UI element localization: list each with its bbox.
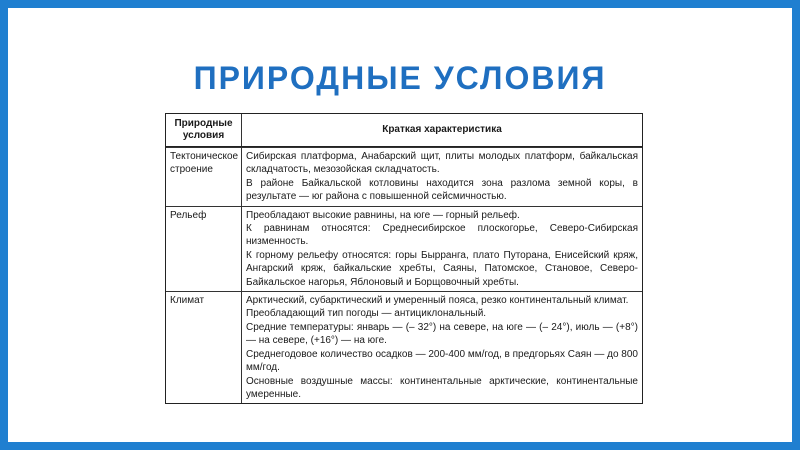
description-line: К равнинам относятся: Среднесибирское плоскогорье, Северо-Сибирская низменность.	[246, 223, 638, 248]
description-line: Арктический, субарктический и умеренный пояса, резко континентальный климат.	[246, 295, 629, 307]
row-description-climate	[242, 292, 642, 403]
description-line: Сибирская платформа, Анабарский щит, плиты молодых платформ, байкальская складчатость, мезозойская складчатость.	[246, 151, 638, 176]
description-line: Основные воздушные массы: континентальные арктические, континентальные умеренные.	[246, 375, 638, 400]
description-line: Преобладают высокие равнины, на юге — горный рельеф.	[246, 209, 520, 221]
slide-title: ПРИРОДНЫЕ УСЛОВИЯ	[193, 60, 607, 96]
row-label-tectonics: Тектоническое строение	[166, 148, 242, 206]
header-brief-description: Краткая характеристика	[382, 124, 502, 136]
description-line: Среднегодовое количество осадков — 200-400 мм/год, в предгорьях Саян — до 800 мм/год.	[246, 348, 638, 374]
description-line: Преобладающий тип погоды — антициклональный.	[246, 308, 487, 320]
header-natural-conditions: Природные условия	[166, 114, 242, 146]
table-row	[166, 147, 642, 206]
table-row	[166, 291, 642, 403]
row-description-tectonics	[242, 148, 642, 206]
row-label-relief: Рельеф	[166, 207, 242, 291]
table-row	[166, 206, 642, 291]
row-label-climate: Климат	[166, 292, 242, 403]
row-description-relief	[242, 207, 642, 291]
description-line: К горному рельефу относятся: горы Бырранга, плато Путорана, Енисейский кряж, Ангарский кряж, байкальские хребты, Саяны, Патомское, Становое, Северо-Байкальское нагорья, Яблоновый и Борщовочный хребты.	[246, 249, 638, 288]
slide	[8, 8, 792, 442]
description-line: В районе Байкальской котловины находится зона разлома земной коры, в результате — юг района с повышенной сейсмичностью.	[246, 177, 638, 203]
description-line: Средние температуры: январь — (– 32°) на севере, на юге — (– 24°), июль — (+8°) — на севере, (+16°) — на юге.	[246, 321, 638, 347]
characteristics-table	[165, 113, 643, 404]
table-header-row	[166, 114, 642, 147]
